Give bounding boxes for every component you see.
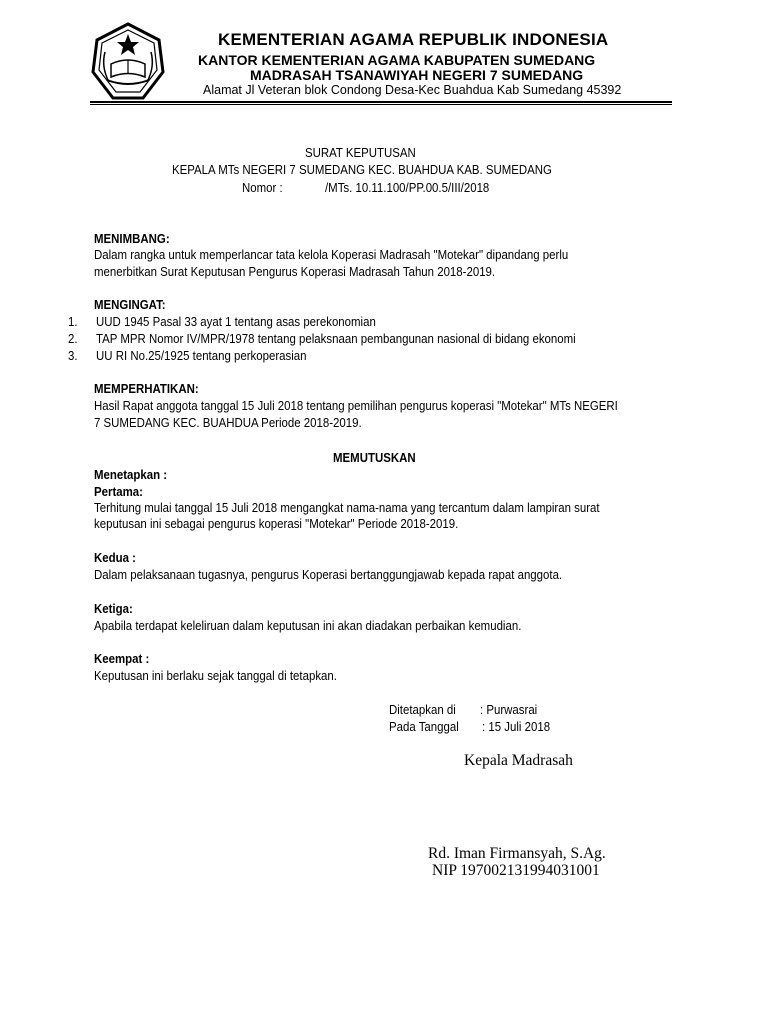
tanggal-label: Pada Tanggal xyxy=(389,719,459,734)
pertama-line1: Terhitung mulai tanggal 15 Juli 2018 mengangkat nama-nama yang tercantum dalam lampiran surat xyxy=(94,500,600,515)
header-school: MADRASAH TSANAWIYAH NEGERI 7 SUMEDANG xyxy=(250,67,584,83)
mengingat-num-2: 2. xyxy=(68,331,78,346)
menimbang-line1: Dalam rangka untuk memperlancar tata kelola Koperasi Madrasah "Motekar" dipandang perlu xyxy=(94,247,569,262)
header-ministry: KEMENTERIAN AGAMA REPUBLIK INDONESIA xyxy=(218,30,609,49)
memutuskan-heading: MEMUTUSKAN xyxy=(333,450,416,465)
memperhatikan-heading: MEMPERHATIKAN: xyxy=(94,381,199,396)
keempat-line1: Keputusan ini berlaku sejak tanggal di tetapkan. xyxy=(94,668,337,683)
menimbang-line2: menerbitkan Surat Keputusan Pengurus Koperasi Madrasah Tahun 2018-2019. xyxy=(94,264,496,279)
kedua-line1: Dalam pelaksanaan tugasnya, pengurus Koperasi bertanggungjawab kepada rapat anggota. xyxy=(94,567,563,582)
mengingat-item-3: UU RI No.25/1925 tentang perkoperasian xyxy=(96,348,307,363)
mengingat-num-3: 3. xyxy=(68,348,78,363)
header-address: Alamat Jl Veteran blok Condong Desa-Kec Buahdua Kab Sumedang 45392 xyxy=(203,83,622,97)
memperhatikan-line2: 7 SUMEDANG KEC. BUAHDUA Periode 2018-2019. xyxy=(94,415,362,430)
ditetapkan-label: Ditetapkan di xyxy=(389,702,456,717)
menetapkan-heading: Menetapkan : xyxy=(94,467,168,482)
title-line1: SURAT KEPUTUSAN xyxy=(305,145,416,160)
memperhatikan-line1: Hasil Rapat anggota tanggal 15 Juli 2018 tentang pemilihan pengurus koperasi "Motekar" MTs NEGERI xyxy=(94,398,618,413)
nomor-value: /MTs. 10.11.100/PP.00.5/III/2018 xyxy=(325,180,490,195)
mengingat-heading: MENGINGAT: xyxy=(94,297,166,312)
mengingat-item-2: TAP MPR Nomor IV/MPR/1978 tentang pelaksnaan pembangunan nasional di bidang ekonomi xyxy=(96,331,576,346)
mengingat-item-1: UUD 1945 Pasal 33 ayat 1 tentang asas perekonomian xyxy=(96,314,376,329)
ketiga-heading: Ketiga: xyxy=(94,601,133,616)
tanggal-value: : 15 Juli 2018 xyxy=(482,719,551,734)
signature-name: Rd. Iman Firmansyah, S.Ag. xyxy=(428,845,606,862)
ketiga-line1: Apabila terdapat keleliruan dalam keputusan ini akan diadakan perbaikan kemudian. xyxy=(94,618,522,633)
kemenag-emblem-icon xyxy=(91,22,165,102)
header-rule-thick xyxy=(90,101,672,103)
nomor-label: Nomor : xyxy=(242,180,283,195)
pertama-heading: Pertama: xyxy=(94,484,143,499)
pertama-line2: keputusan ini sebagai pengurus koperasi "Motekar" Periode 2018-2019. xyxy=(94,516,459,531)
header-rule-thin xyxy=(90,104,672,105)
title-line2: KEPALA MTs NEGERI 7 SUMEDANG KEC. BUAHDUA KAB. SUMEDANG xyxy=(172,162,552,177)
mengingat-num-1: 1. xyxy=(68,314,78,329)
keempat-heading: Keempat : xyxy=(94,651,150,666)
header-office: KANTOR KEMENTERIAN AGAMA KABUPATEN SUMEDANG xyxy=(198,52,596,68)
menimbang-heading: MENIMBANG: xyxy=(94,231,170,246)
signature-position: Kepala Madrasah xyxy=(464,752,573,769)
kedua-heading: Kedua : xyxy=(94,550,136,565)
ditetapkan-value: : Purwasrai xyxy=(480,702,538,717)
signature-nip: NIP 197002131994031001 xyxy=(432,862,600,879)
